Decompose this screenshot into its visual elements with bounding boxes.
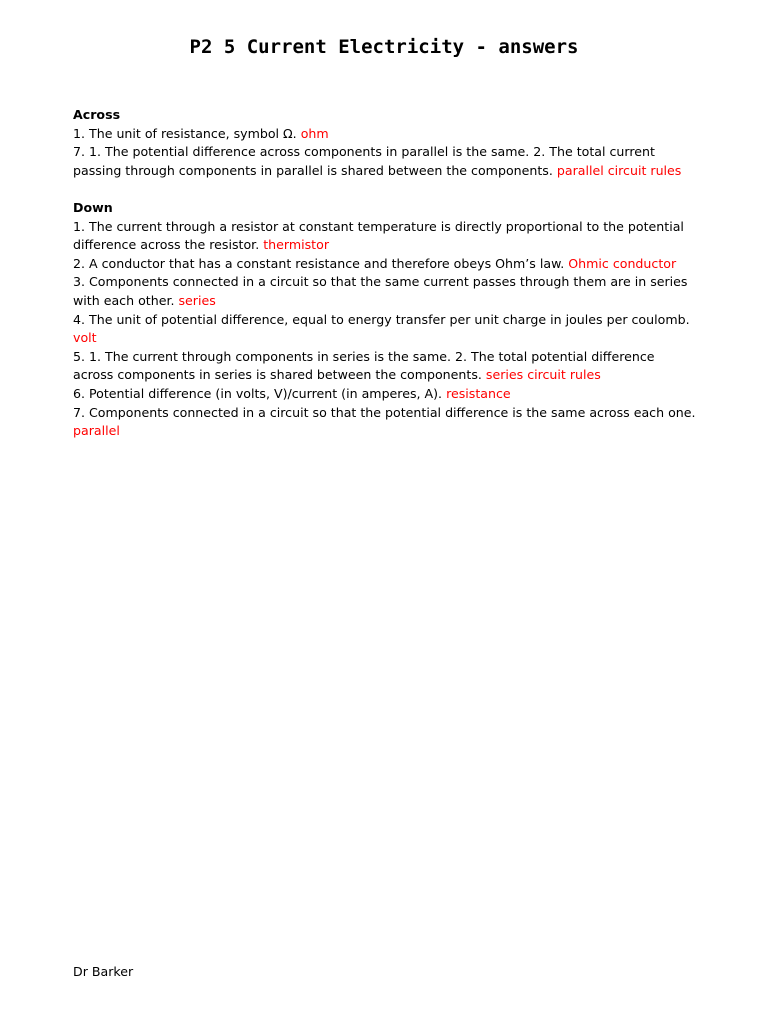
clue-answer: series bbox=[178, 292, 216, 308]
clue-answer: series circuit rules bbox=[485, 367, 601, 383]
down-clue-3 bbox=[73, 273, 697, 310]
down-clue-1 bbox=[73, 218, 697, 255]
clue-text: 6. Potential difference (in volts, V)/current (in amperes, A). bbox=[73, 385, 447, 401]
across-clue-7 bbox=[73, 143, 697, 180]
clue-text: 1. The current through a resistor at constant temperature is directly proportional to the potential difference across the resistor. bbox=[73, 218, 684, 253]
crossword-answers bbox=[73, 106, 697, 441]
clue-answer: parallel bbox=[73, 423, 120, 439]
clue-answer: resistance bbox=[446, 385, 511, 401]
clue-text: 4. The unit of potential difference, equal to energy transfer per unit charge in joules per coulomb. bbox=[73, 311, 690, 327]
down-clue-5 bbox=[73, 348, 697, 385]
author-footer: Dr Barker bbox=[73, 964, 134, 979]
clue-answer: parallel circuit rules bbox=[556, 162, 682, 178]
down-heading: Down bbox=[73, 199, 113, 215]
down-clue-2 bbox=[73, 255, 697, 274]
section-spacer bbox=[73, 180, 697, 199]
page-title: P2 5 Current Electricity - answers bbox=[189, 36, 579, 58]
clue-answer: thermistor bbox=[263, 237, 329, 253]
down-clue-6 bbox=[73, 385, 697, 404]
clue-text: 7. Components connected in a circuit so that the potential difference is the same across each one. bbox=[73, 404, 696, 420]
down-clue-4 bbox=[73, 311, 697, 348]
across-heading: Across bbox=[73, 107, 121, 122]
clue-text: 5. 1. The current through components in series is the same. 2. The total potential difference across components in series is shared between the components. bbox=[73, 348, 655, 383]
down-clue-7 bbox=[73, 404, 697, 441]
clue-text: 1. The unit of resistance, symbol Ω. bbox=[73, 125, 301, 141]
clue-answer: volt bbox=[73, 330, 97, 346]
clue-answer: ohm bbox=[300, 125, 329, 141]
clue-text: 7. 1. The potential difference across components in parallel is the same. 2. The total current passing through components in parallel is shared between the components. bbox=[73, 144, 655, 178]
across-clue-1 bbox=[73, 125, 697, 144]
clue-text: 3. Components connected in a circuit so that the same current passes through them are in series with each other. bbox=[73, 274, 688, 308]
clue-answer: Ohmic conductor bbox=[568, 255, 677, 271]
clue-text: 2. A conductor that has a constant resistance and therefore obeys Ohm’s law. bbox=[73, 255, 569, 271]
